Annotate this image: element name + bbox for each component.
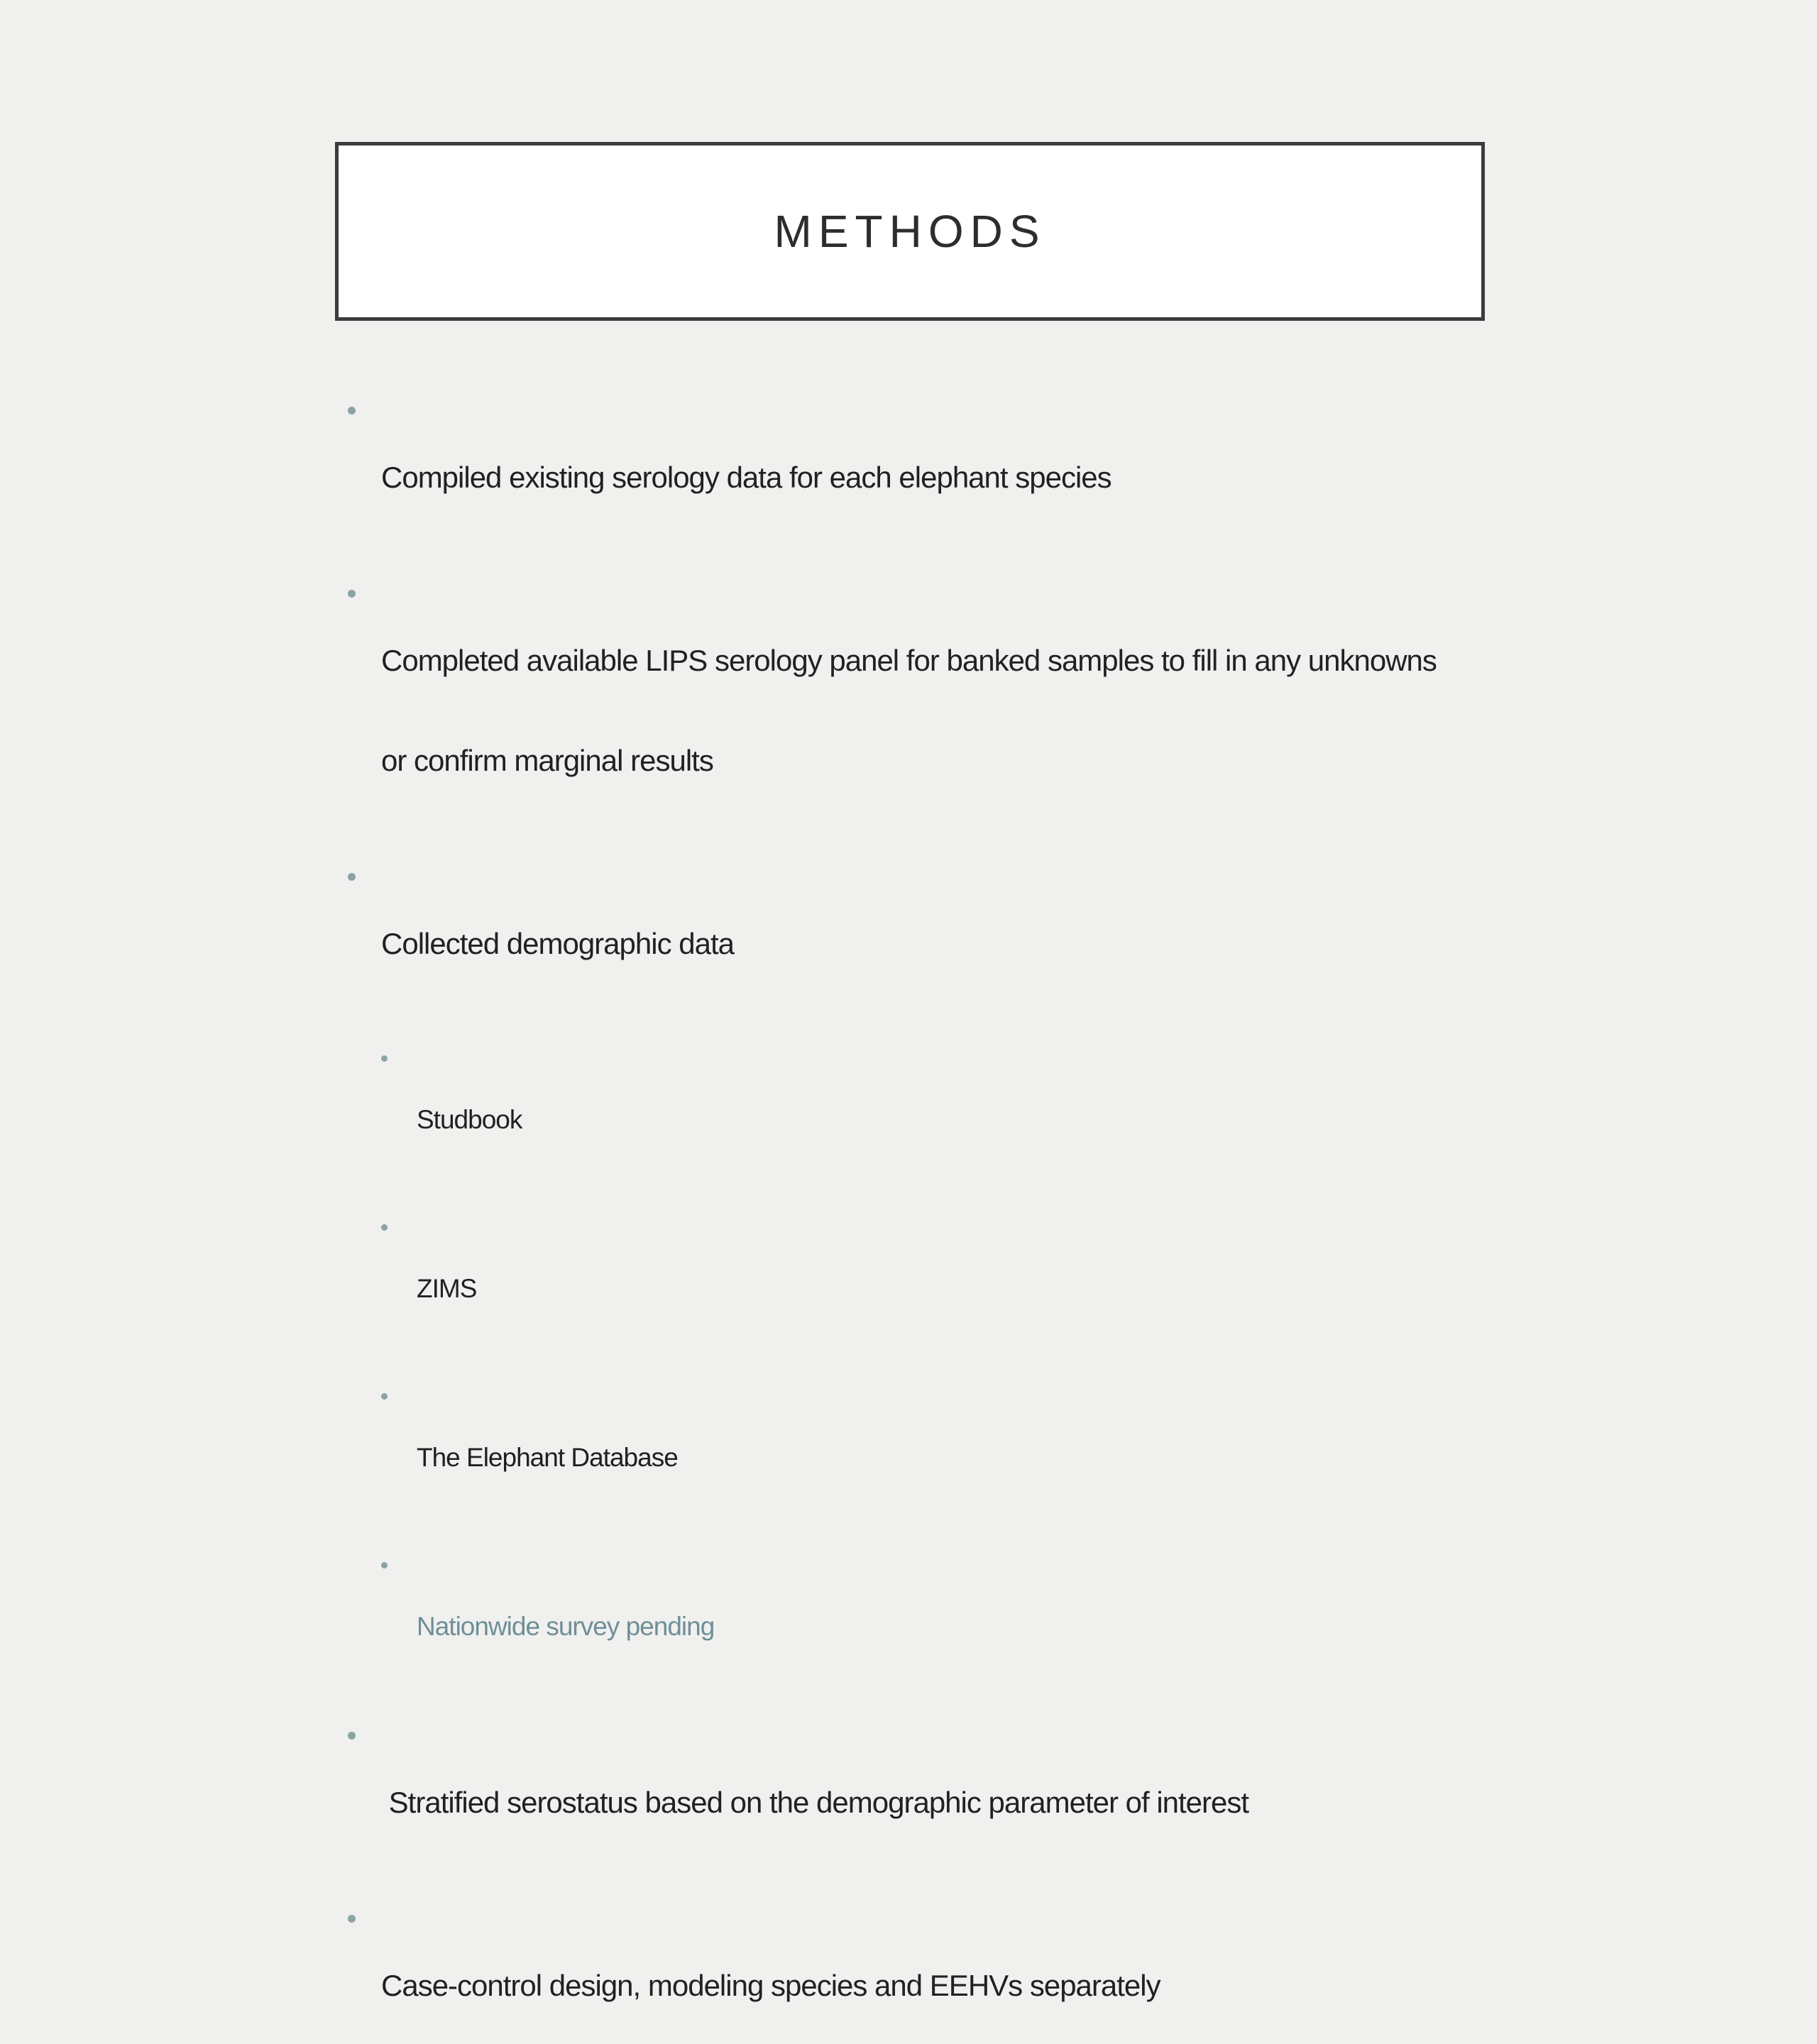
bullet-dot-icon xyxy=(348,1732,356,1740)
bullet-item xyxy=(348,1719,1597,1886)
bullet-item xyxy=(348,577,1597,844)
bullet-item xyxy=(348,394,1597,561)
bullet-item xyxy=(348,860,1597,1027)
bullet-dot-icon xyxy=(348,1915,356,1923)
bullet-dot-icon xyxy=(381,1562,388,1568)
bullet-text: ZIMS xyxy=(417,1274,477,1303)
slide-title: METHODS xyxy=(774,206,1046,257)
bullet-text: Nationwide survey pending xyxy=(417,1612,715,1641)
bullet-dot-icon xyxy=(348,873,356,881)
bullet-text: Studbook xyxy=(417,1105,522,1134)
bullet-text: Completed available LIPS serology panel for banked samples to fill in any unknowns or confirm marginal results xyxy=(381,644,1437,777)
bullet-dot-icon xyxy=(348,407,356,414)
bullet-item xyxy=(348,1043,1597,1196)
bullet-text: Collected demographic data xyxy=(381,927,734,960)
bullet-text: Compiled existing serology data for each elephant species xyxy=(381,461,1111,494)
bullet-item xyxy=(348,1212,1597,1365)
bullet-text: Case-control design, modeling species and EEHVs separately xyxy=(381,1969,1160,2002)
bullet-dot-icon xyxy=(381,1393,388,1400)
bullet-list xyxy=(348,394,1597,2044)
bullet-item-pending xyxy=(348,1550,1597,1703)
bullet-item xyxy=(348,1902,1597,2044)
bullet-item xyxy=(348,1381,1597,1534)
slide-title-box xyxy=(335,142,1485,321)
bullet-dot-icon xyxy=(381,1055,388,1062)
bullet-text: Stratified serostatus based on the demographic parameter of interest xyxy=(381,1786,1249,1819)
bullet-dot-icon xyxy=(381,1224,388,1231)
bullet-text: The Elephant Database xyxy=(417,1443,678,1472)
bullet-dot-icon xyxy=(348,590,356,598)
